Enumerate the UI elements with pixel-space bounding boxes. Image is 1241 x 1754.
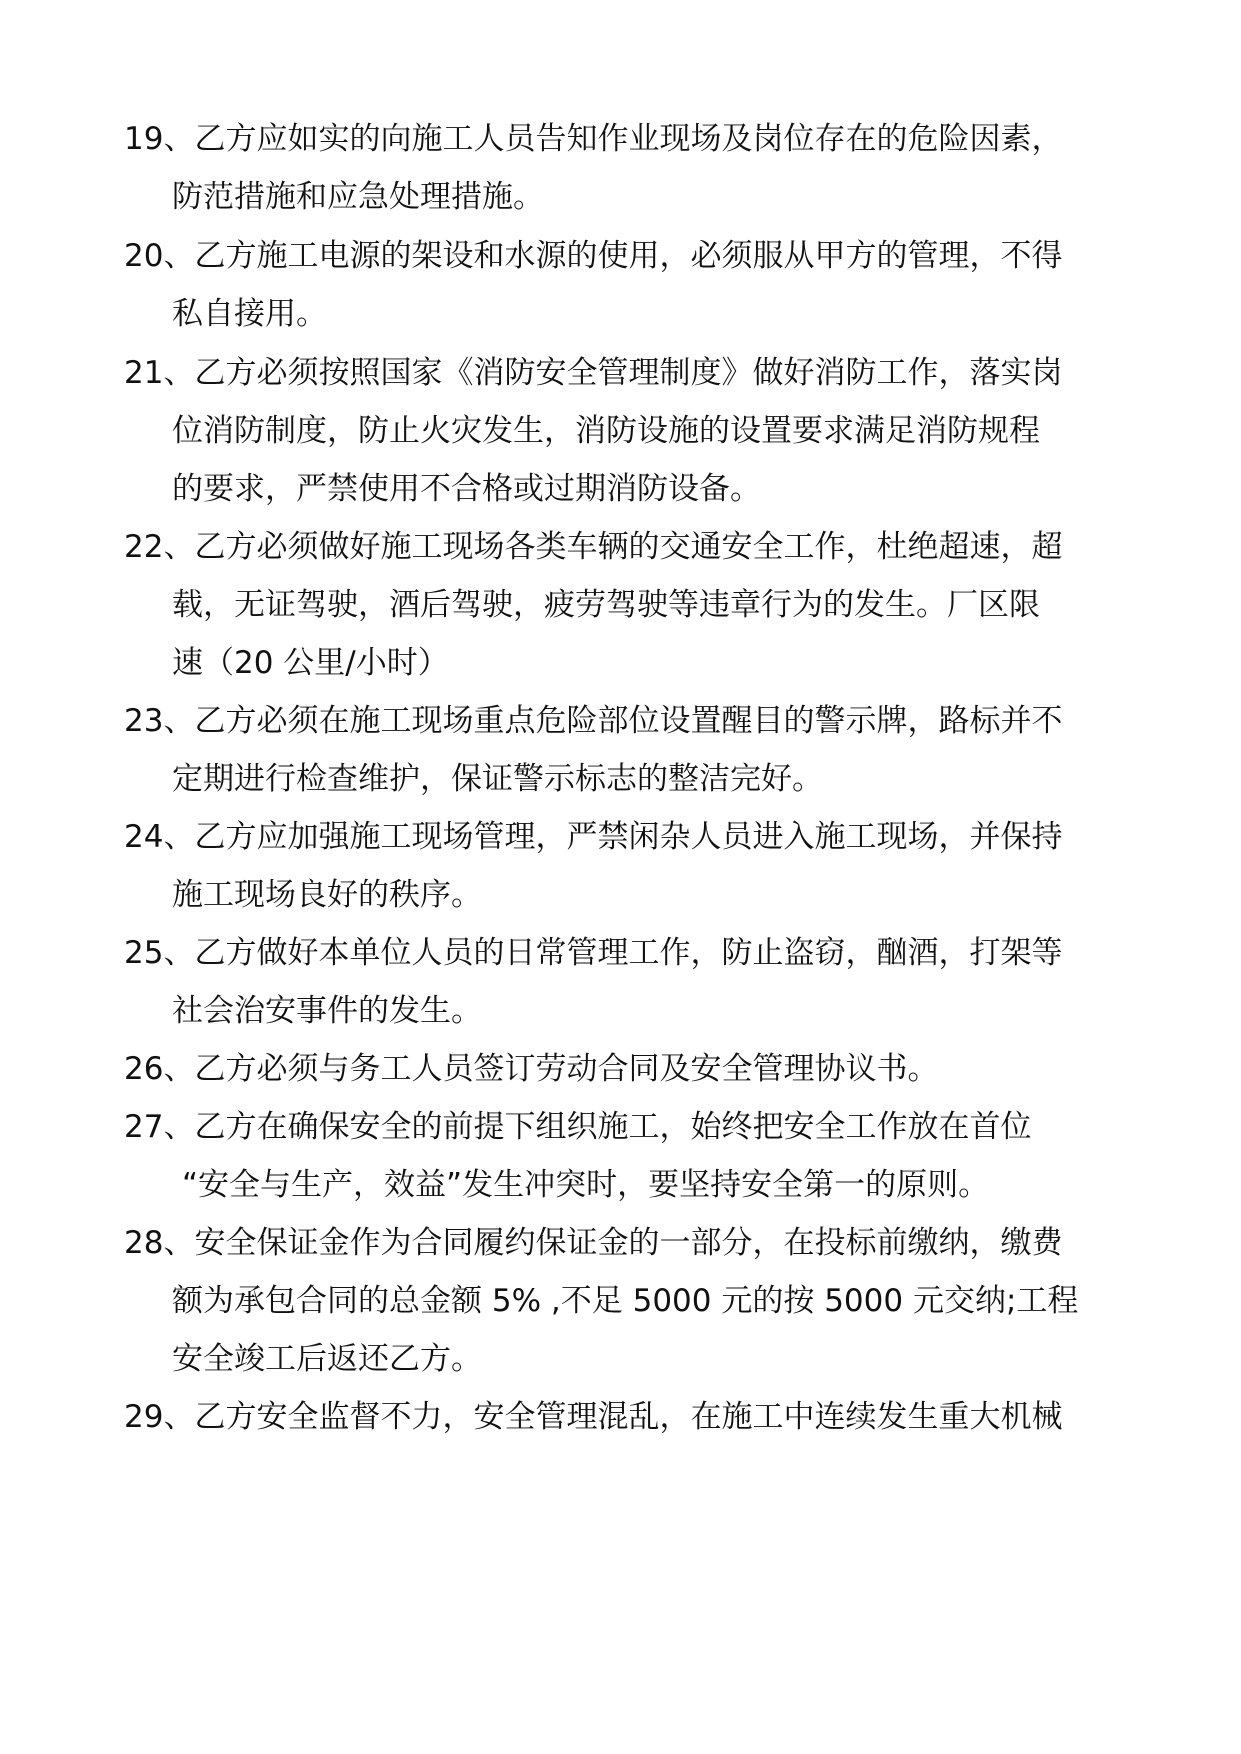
clause-line: 21、乙方必须按照国家《消防安全管理制度》做好消防工作，落实岗 [124, 355, 1063, 391]
clause-line: 24、乙方应加强施工现场管理，严禁闲杂人员进入施工现场，并保持 [124, 819, 1063, 855]
clause-line: 速（20 公里/小时） [172, 645, 449, 681]
clause-line: 27、乙方在确保安全的前提下组织施工，始终把安全工作放在首位 [124, 1109, 1032, 1145]
clause-line: 20、乙方施工电源的架设和水源的使用，必须服从甲方的管理，不得 [124, 238, 1063, 274]
clause-line: 安全竣工后返还乙方。 [172, 1341, 482, 1377]
clause-line: 22、乙方必须做好施工现场各类车辆的交通安全工作，杜绝超速，超 [124, 529, 1063, 565]
clause-line: 26、乙方必须与务工人员签订劳动合同及安全管理协议书。 [124, 1051, 939, 1087]
clause-line: 位消防制度，防止火灾发生，消防设施的设置要求满足消防规程 [172, 413, 1040, 449]
clause-line: “安全与生产，效益”发生冲突时，要坚持安全第一的原则。 [182, 1167, 990, 1203]
clause-line: 社会治安事件的发生。 [172, 993, 482, 1029]
clause-line: 25、乙方做好本单位人员的日常管理工作，防止盗窃，酗酒，打架等 [124, 935, 1063, 971]
clause-line: 19、乙方应如实的向施工人员告知作业现场及岗位存在的危险因素， [124, 121, 1063, 157]
clause-line: 额为承包合同的总金额 5% ,不足 5000 元的按 5000 元交纳;工程 [172, 1283, 1079, 1319]
clause-line: 23、乙方必须在施工现场重点危险部位设置醒目的警示牌，路标并不 [124, 703, 1063, 739]
clause-line: 定期进行检查维护，保证警示标志的整洁完好。 [172, 761, 823, 797]
clause-line: 私自接用。 [172, 296, 327, 332]
clause-line: 29、乙方安全监督不力，安全管理混乱，在施工中连续发生重大机械 [124, 1399, 1063, 1435]
clause-line: 的要求，严禁使用不合格或过期消防设备。 [172, 471, 761, 507]
clause-line: 载，无证驾驶，酒后驾驶，疲劳驾驶等违章行为的发生。厂区限 [172, 587, 1040, 623]
clause-line: 防范措施和应急处理措施。 [172, 179, 544, 215]
clause-line: 28、安全保证金作为合同履约保证金的一部分，在投标前缴纳，缴费 [124, 1225, 1063, 1261]
clause-line: 施工现场良好的秩序。 [172, 877, 482, 913]
